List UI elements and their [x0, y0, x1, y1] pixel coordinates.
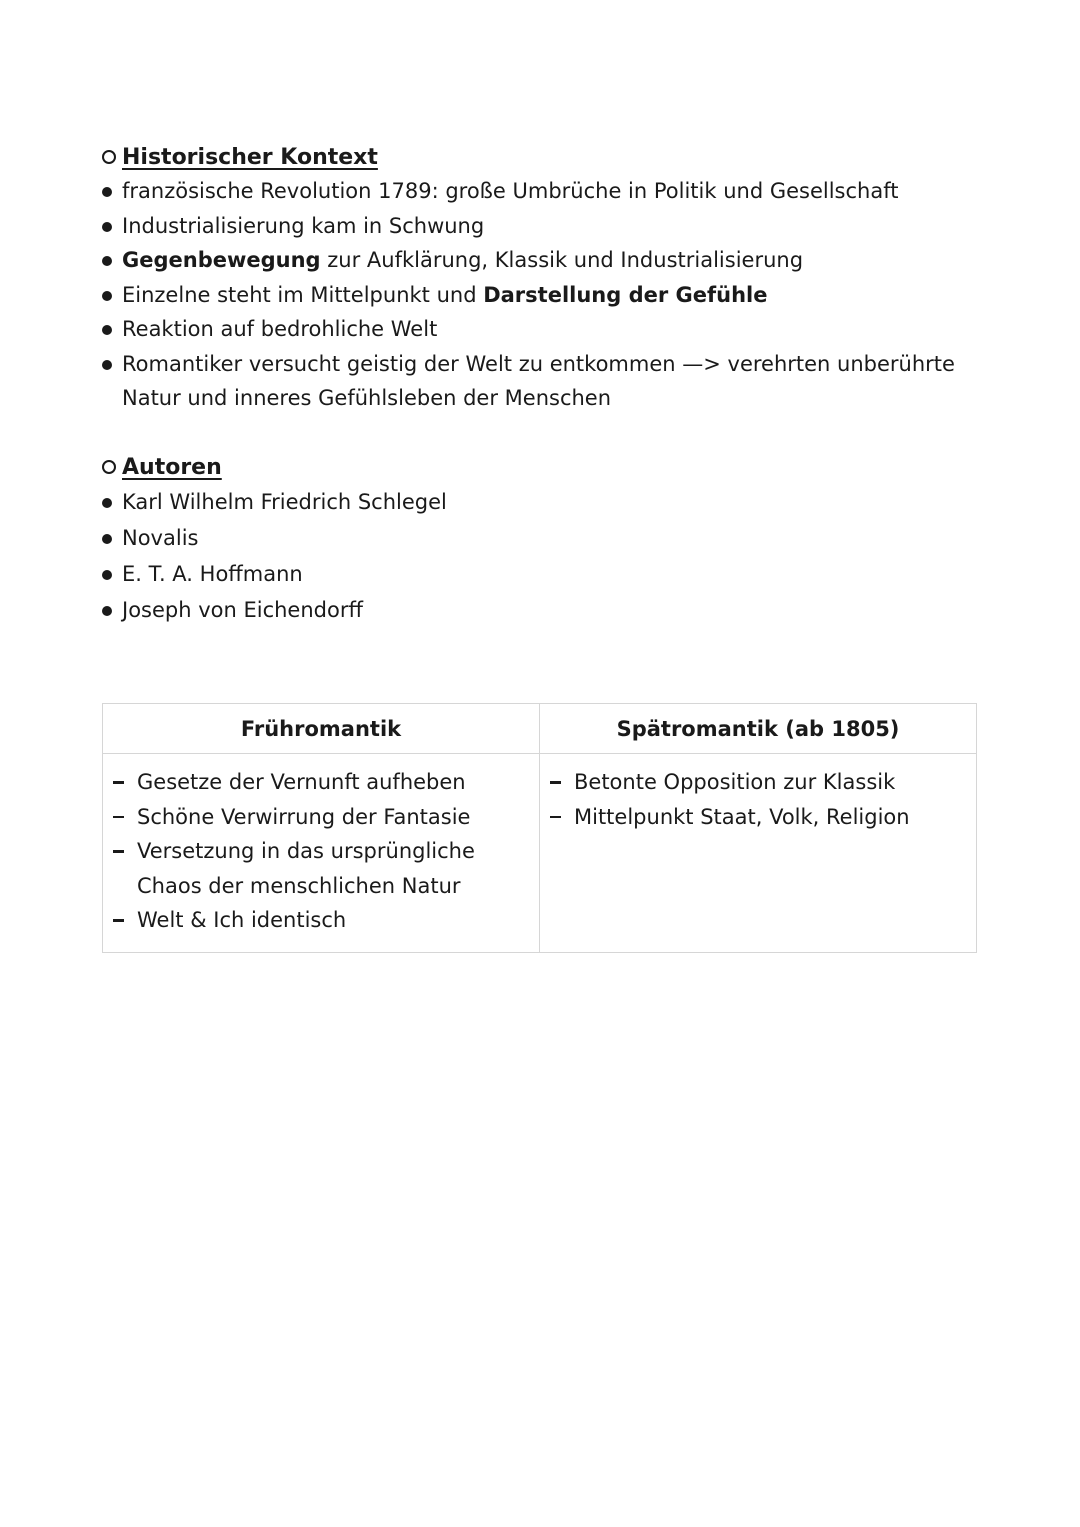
list-item-text: Versetzung in das ursprüngliche Chaos der menschlichen Natur	[137, 839, 475, 898]
list-item	[102, 243, 1002, 278]
bullet-dot-icon	[102, 222, 112, 232]
list-item	[550, 765, 976, 800]
list-item	[113, 765, 539, 800]
fruehromantik-list	[103, 765, 539, 938]
author-name: Karl Wilhelm Friedrich Schlegel	[122, 490, 447, 514]
authors-heading	[102, 450, 1002, 484]
authors-list	[102, 484, 1002, 628]
list-item	[102, 520, 1002, 556]
list-item	[550, 800, 976, 835]
comparison-table	[102, 703, 977, 953]
bullet-dot-icon	[102, 325, 112, 335]
list-item	[102, 347, 1002, 416]
list-item	[113, 834, 539, 903]
list-item-text: Schöne Verwirrung der Fantasie	[137, 804, 471, 829]
list-item	[102, 278, 1002, 313]
dash-bullet-icon	[113, 850, 124, 853]
dash-bullet-icon	[550, 816, 561, 819]
table-cell-fruehromantik	[103, 754, 540, 953]
bullet-dot-icon	[102, 606, 112, 616]
list-item	[102, 556, 1002, 592]
table-header-row	[103, 704, 977, 754]
list-item	[102, 592, 1002, 628]
heading-text: Autoren	[122, 454, 222, 480]
list-item-text: Welt & Ich identisch	[137, 908, 347, 932]
historical-context-section	[102, 140, 1002, 416]
list-item	[113, 800, 539, 835]
list-item-text: Romantiker versucht geistig der Welt zu entkommen —> verehrten unberührte Natur und inneres Gefühlsleben der Menschen	[122, 351, 955, 410]
bullet-dot-icon	[102, 187, 112, 197]
author-name: Joseph von Eichendorff	[122, 598, 363, 622]
bullet-dot-icon	[102, 256, 112, 266]
list-item	[102, 209, 1002, 244]
list-item-text: Einzelne steht im Mittelpunkt und	[122, 282, 484, 307]
historical-context-heading	[102, 140, 1002, 174]
dash-bullet-icon	[113, 781, 124, 784]
list-item	[102, 484, 1002, 520]
author-name: Novalis	[122, 526, 199, 550]
list-item-text: Industrialisierung kam in Schwung	[122, 213, 485, 238]
list-item-text: französische Revolution 1789: große Umbrüche in Politik und Gesellschaft	[122, 179, 899, 203]
bullet-dot-icon	[102, 498, 112, 508]
column-header-spaetromantik: Spätromantik (ab 1805)	[540, 704, 977, 754]
list-item-text: Betonte Opposition zur Klassik	[574, 770, 896, 794]
bullet-dot-icon	[102, 534, 112, 544]
authors-section	[102, 450, 1002, 628]
bullet-dot-icon	[102, 360, 112, 370]
list-item-text: Gesetze der Vernunft aufheben	[137, 770, 466, 794]
dash-bullet-icon	[113, 919, 124, 922]
dash-bullet-icon	[113, 816, 124, 819]
table-row	[103, 754, 977, 953]
circle-bullet-icon	[102, 150, 116, 164]
list-item-text: Reaktion auf bedrohliche Welt	[122, 317, 438, 341]
spaetromantik-list	[540, 765, 976, 834]
list-item	[102, 312, 1002, 347]
heading-text: Historischer Kontext	[122, 144, 378, 170]
dash-bullet-icon	[550, 781, 561, 784]
bullet-dot-icon	[102, 291, 112, 301]
list-item-text: Mittelpunkt Staat, Volk, Religion	[574, 804, 910, 829]
list-item-text: zur Aufklärung, Klassik und Industrialisierung	[320, 248, 804, 272]
emphasized-text: Gegenbewegung	[122, 248, 321, 272]
author-name: E. T. A. Hoffmann	[122, 562, 303, 586]
emphasized-text: Darstellung der Gefühle	[483, 282, 768, 307]
bullet-dot-icon	[102, 570, 112, 580]
list-item	[113, 903, 539, 938]
list-item	[102, 174, 1002, 209]
circle-bullet-icon	[102, 460, 116, 474]
table-cell-spaetromantik	[540, 754, 977, 953]
column-header-fruehromantik: Frühromantik	[103, 704, 540, 754]
historical-context-list	[102, 174, 1002, 416]
